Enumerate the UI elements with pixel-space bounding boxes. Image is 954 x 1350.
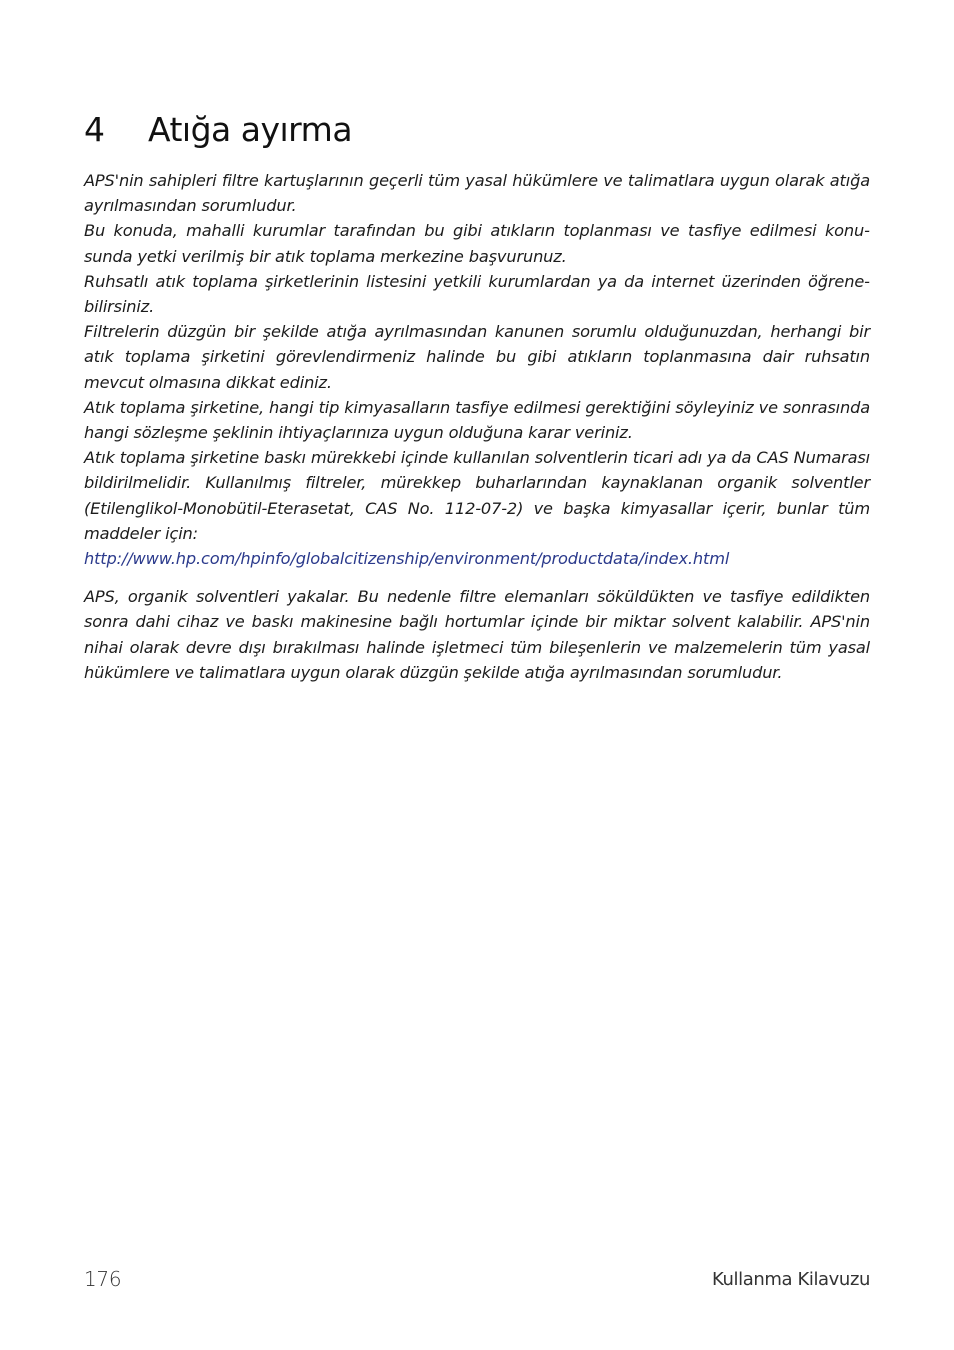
paragraph-chemicals-contract: Atık toplama şirketine, hangi tip kimyasalların tasfiye edilmesi gerektiğini söyleyiniz ve sonrasında hangi sözleşme şeklinin ihtiyaçlarınıza uygun olduğuna karar veriniz. — [84, 397, 870, 443]
paragraph-solvent-info: Atık toplama şirketine baskı mürekkebi içinde kullanılan solventlerin ticari adı ya da CAS Numarası bildirilmelidir. Kullanılmış filtreler, mürekkep buharlarından kaynaklanan organik solventler (Etilenglikol-Monobütil-Eterasetat, CAS No. 112-07-2) ve başka kimyasallar içerir, bunlar tüm maddeler için: — [84, 448, 870, 543]
paragraph-licensed-companies: Ruhsatlı atık toplama şirketlerinin listesini yetkili kurumlardan ya da internet üzerinden öğrenebilirsiniz. — [84, 271, 870, 317]
paragraph-aps-disposal: APS, organik solventleri yakalar. Bu nedenle filtre elemanları söküldükten ve tasfiye edildikten sonra dahi cihaz ve baskı makinesine bağlı hortumlar içinde bir miktar solvent kalabilir. APS'nin nihai olarak devre dışı bırakılması halinde işletmeci tüm bileşenlerin ve malzemelerin tüm yasal hükümlere ve talimatlara uygun olarak düzgün şekilde atığa ayrılmasından sorumludur. — [84, 587, 870, 682]
chapter-number: 4 — [84, 110, 105, 149]
body-text — [84, 168, 870, 685]
footer-document-title: Kullanma Kilavuzu — [712, 1269, 870, 1290]
chapter-title: Atığa ayırma — [148, 110, 353, 149]
chapter-heading — [84, 108, 352, 152]
footer-page-number: 176 — [84, 1267, 122, 1291]
paragraph-legal-responsibility: Filtrelerin düzgün bir şekilde atığa ayrılmasından kanunen sorumlu olduğunuzdan, herhangi bir atık toplama şirketini görevlendirmeniz halinde bu gibi atıkların toplanmasına dair ruhsatın mevcut olmasına dikkat ediniz. — [84, 322, 870, 392]
paragraph-contact-authority: Bu konuda, mahalli kurumlar tarafından bu gibi atıkların toplanması ve tasfiye edilmesi konusunda yetki verilmiş bir atık toplama merkezine başvurunuz. — [84, 221, 870, 266]
paragraph-owner-responsibility: APS'nin sahipleri filtre kartuşlarının geçerli tüm yasal hükümlere ve talimatlara uygun olarak atığa ayrılmasından sorumludur. — [84, 171, 870, 216]
hp-environment-link[interactable]: http://www.hp.com/hpinfo/globalcitizenship/environment/productdata/index.html — [84, 549, 730, 569]
